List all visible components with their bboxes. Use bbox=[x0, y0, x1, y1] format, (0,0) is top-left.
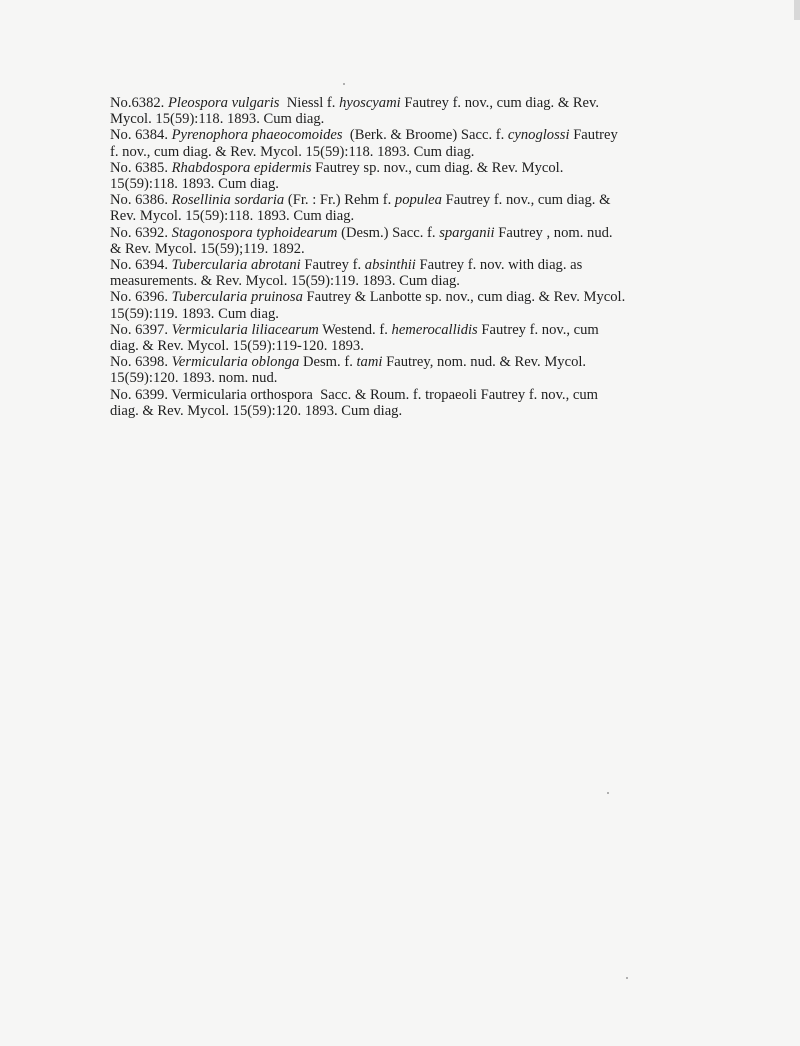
entry-6386-line-2: Rev. Mycol. 15(59):118. 1893. Cum diag. bbox=[110, 208, 355, 225]
citation-text: Fautrey f. nov., cum diag. & Rev. bbox=[404, 95, 600, 111]
species-name: Rosellinia sordaria bbox=[171, 192, 285, 209]
citation-text: Fautrey f. nov., cum bbox=[481, 321, 599, 338]
scan-speck bbox=[607, 792, 609, 794]
species-name: Vermicularia oblonga bbox=[171, 354, 300, 371]
scan-speck bbox=[343, 83, 345, 85]
forma-name: cynoglossi bbox=[507, 127, 570, 144]
entry-6392-line-2: & Rev. Mycol. 15(59);119. 1892. bbox=[110, 240, 305, 257]
citation-text: Fautrey f. nov., cum diag. & bbox=[445, 192, 611, 209]
entry-text: Vermicularia orthospora Sacc. & Roum. f. tropaeoli Fautrey f. nov., cum bbox=[171, 386, 598, 403]
document-body bbox=[110, 95, 700, 419]
entry-6386-line-1 bbox=[110, 192, 700, 208]
author-text: (Fr. : Fr.) Rehm f. bbox=[287, 192, 392, 209]
entry-number: No. 6398. bbox=[110, 354, 168, 371]
author-text: Westend. f. bbox=[322, 321, 388, 338]
citation-text: Fautrey & Lanbotte sp. nov., cum diag. & Rev. Mycol. bbox=[306, 289, 626, 306]
forma-name: sparganii bbox=[439, 224, 495, 241]
entry-6394-line-1 bbox=[110, 257, 700, 273]
author-text: (Berk. & Broome) Sacc. f. bbox=[349, 127, 505, 144]
entry-number: No. 6394. bbox=[110, 257, 168, 274]
author-text: Fautrey f. bbox=[304, 257, 362, 274]
citation-text: Fautrey sp. nov., cum diag. & Rev. Mycol. bbox=[315, 159, 564, 176]
citation-text: Fautrey f. nov. with diag. as bbox=[419, 257, 583, 274]
entry-6399-line-1 bbox=[110, 387, 700, 403]
citation-text: Fautrey, nom. nud. & Rev. Mycol. bbox=[386, 354, 587, 371]
entry-6397-line-2: diag. & Rev. Mycol. 15(59):119-120. 1893. bbox=[110, 338, 364, 355]
species-name: Tubercularia pruinosa bbox=[171, 289, 303, 306]
entry-6398-line-1 bbox=[110, 354, 700, 370]
entry-6399-line-2: diag. & Rev. Mycol. 15(59):120. 1893. Cum diag. bbox=[110, 402, 403, 419]
forma-name: absinthii bbox=[364, 257, 416, 274]
entry-number: No. 6399. bbox=[110, 386, 168, 403]
entry-6382-line-2: Mycol. 15(59):118. 1893. Cum diag. bbox=[110, 111, 325, 128]
entry-6385-line-2: 15(59):118. 1893. Cum diag. bbox=[110, 176, 279, 193]
entry-number: No. 6396. bbox=[110, 289, 168, 306]
entry-6397-line-1 bbox=[110, 322, 700, 338]
entry-number: No. 6397. bbox=[110, 321, 168, 338]
forma-name: hemerocallidis bbox=[391, 321, 478, 338]
species-name: Pleospora vulgaris bbox=[167, 95, 280, 111]
entry-6396-line-1 bbox=[110, 289, 700, 305]
entry-number: No. 6392. bbox=[110, 224, 168, 241]
species-name: Vermicularia liliacearum bbox=[171, 321, 319, 338]
entry-6382-line-1 bbox=[110, 95, 700, 111]
species-name: Rhabdospora epidermis bbox=[171, 159, 312, 176]
species-name: Stagonospora typhoidearum bbox=[171, 224, 338, 241]
citation-text: Fautrey bbox=[573, 127, 618, 144]
entry-number: No.6382. bbox=[110, 95, 165, 111]
entry-6392-line-1 bbox=[110, 225, 700, 241]
entry-number: No. 6385. bbox=[110, 159, 168, 176]
forma-name: tami bbox=[356, 354, 383, 371]
entry-6398-line-2: 15(59):120. 1893. nom. nud. bbox=[110, 370, 278, 387]
entry-6384-line-2: f. nov., cum diag. & Rev. Mycol. 15(59):118. 1893. Cum diag. bbox=[110, 143, 475, 160]
author-text: (Desm.) Sacc. f. bbox=[341, 224, 436, 241]
entry-6384-line-1 bbox=[110, 127, 700, 143]
entry-6396-line-2: 15(59):119. 1893. Cum diag. bbox=[110, 305, 279, 322]
scan-speck bbox=[626, 977, 628, 979]
entry-number: No. 6384. bbox=[110, 127, 168, 144]
author-text: Niessl f. bbox=[286, 95, 336, 111]
author-text: Desm. f. bbox=[302, 354, 353, 371]
forma-name: populea bbox=[394, 192, 442, 209]
forma-name: hyoscyami bbox=[339, 95, 401, 111]
entry-6385-line-1 bbox=[110, 160, 700, 176]
species-name: Pyrenophora phaeocomoides bbox=[171, 127, 343, 144]
entry-number: No. 6386. bbox=[110, 192, 168, 209]
citation-text: Fautrey , nom. nud. bbox=[498, 224, 613, 241]
scan-edge-mark bbox=[794, 0, 800, 20]
species-name: Tubercularia abrotani bbox=[171, 257, 301, 274]
entry-6394-line-2: measurements. & Rev. Mycol. 15(59):119. 1893. Cum diag. bbox=[110, 273, 460, 290]
